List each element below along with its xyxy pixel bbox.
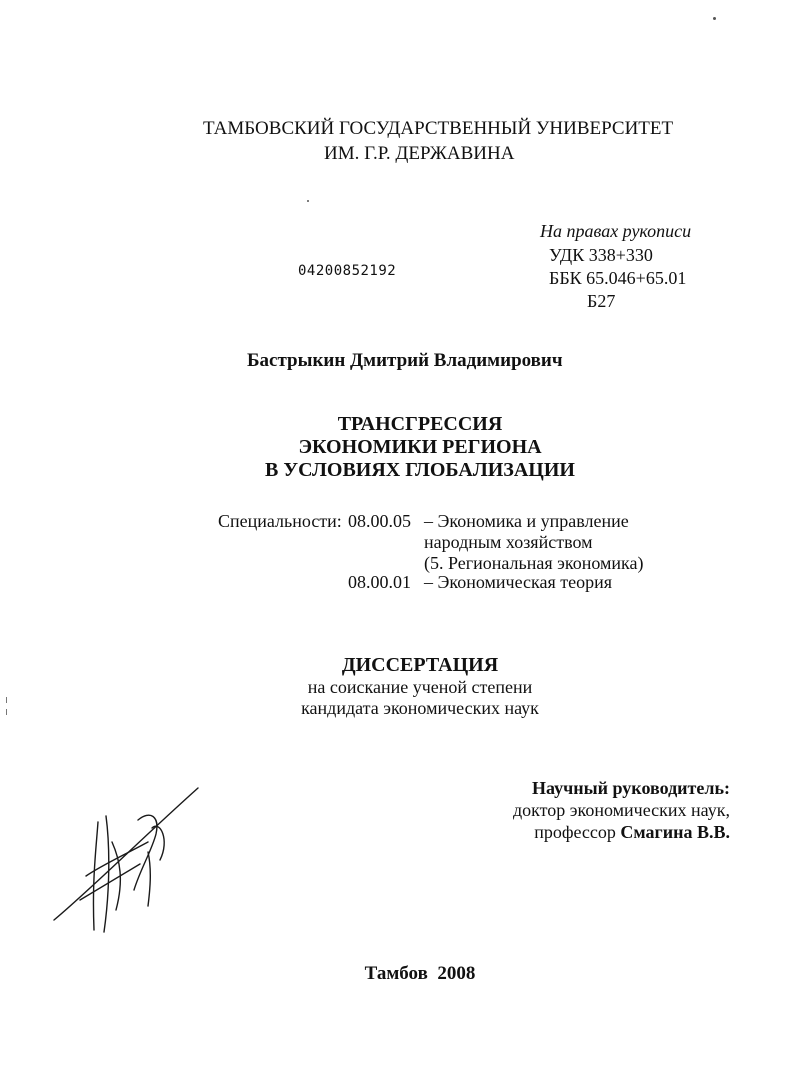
- handwritten-signature: [40, 780, 220, 940]
- scan-speck: [307, 200, 309, 202]
- supervisor-heading: Научный руководитель:: [532, 778, 730, 798]
- specialty-1-line-1: – Экономика и управление: [424, 511, 629, 531]
- specialties-label: Специальности:: [218, 511, 342, 531]
- title-line-1: ТРАНСГРЕССИЯ: [337, 413, 503, 435]
- scan-speck: [713, 17, 716, 20]
- title-line-3: В УСЛОВИЯХ ГЛОБАЛИЗАЦИИ: [265, 459, 575, 481]
- specialty-desc-1: [424, 511, 643, 574]
- specialty-1-line-3: (5. Региональная экономика): [424, 553, 644, 573]
- scan-mark: [6, 709, 7, 715]
- dissertation-heading: ДИССЕРТАЦИЯ: [341, 654, 499, 676]
- dissertation-block: [240, 653, 600, 719]
- specialty-desc-2: – Экономическая теория: [424, 572, 613, 592]
- manuscript-rights-label: На правах рукописи: [540, 221, 692, 241]
- specialty-1-line-2: народным хозяйством: [424, 532, 593, 552]
- university-name-suffix: ИМ. Г.Р. ДЕРЖАВИНА: [324, 143, 515, 164]
- supervisor-block: [513, 777, 730, 843]
- udk-code: УДК 338+330: [549, 245, 653, 265]
- degree-line-1: на соискание ученой степени: [307, 677, 533, 697]
- university-name: ТАМБОВСКИЙ ГОСУДАРСТВЕННЫЙ УНИВЕРСИТЕТ: [203, 118, 674, 139]
- supervisor-name: Смагина В.В.: [620, 822, 730, 842]
- supervisor-title: профессор: [534, 822, 616, 842]
- supervisor-name-line: [513, 821, 730, 843]
- author-name: Бастрыкин Дмитрий Владимирович: [247, 350, 563, 371]
- degree-line-2: кандидата экономических наук: [301, 698, 539, 718]
- author-sign-code: Б27: [587, 291, 616, 311]
- supervisor-degree: доктор экономических наук,: [513, 800, 730, 820]
- specialty-code-1: 08.00.05: [348, 511, 411, 531]
- dissertation-title: [190, 413, 650, 482]
- city-year: Тамбов 2008: [364, 963, 476, 984]
- specialty-code-2: 08.00.01: [348, 572, 411, 592]
- title-line-2: ЭКОНОМИКИ РЕГИОНА: [298, 436, 542, 458]
- scan-mark: [6, 697, 7, 703]
- archive-number: 04200852192: [298, 263, 397, 279]
- bbk-code: ББК 65.046+65.01: [549, 268, 687, 288]
